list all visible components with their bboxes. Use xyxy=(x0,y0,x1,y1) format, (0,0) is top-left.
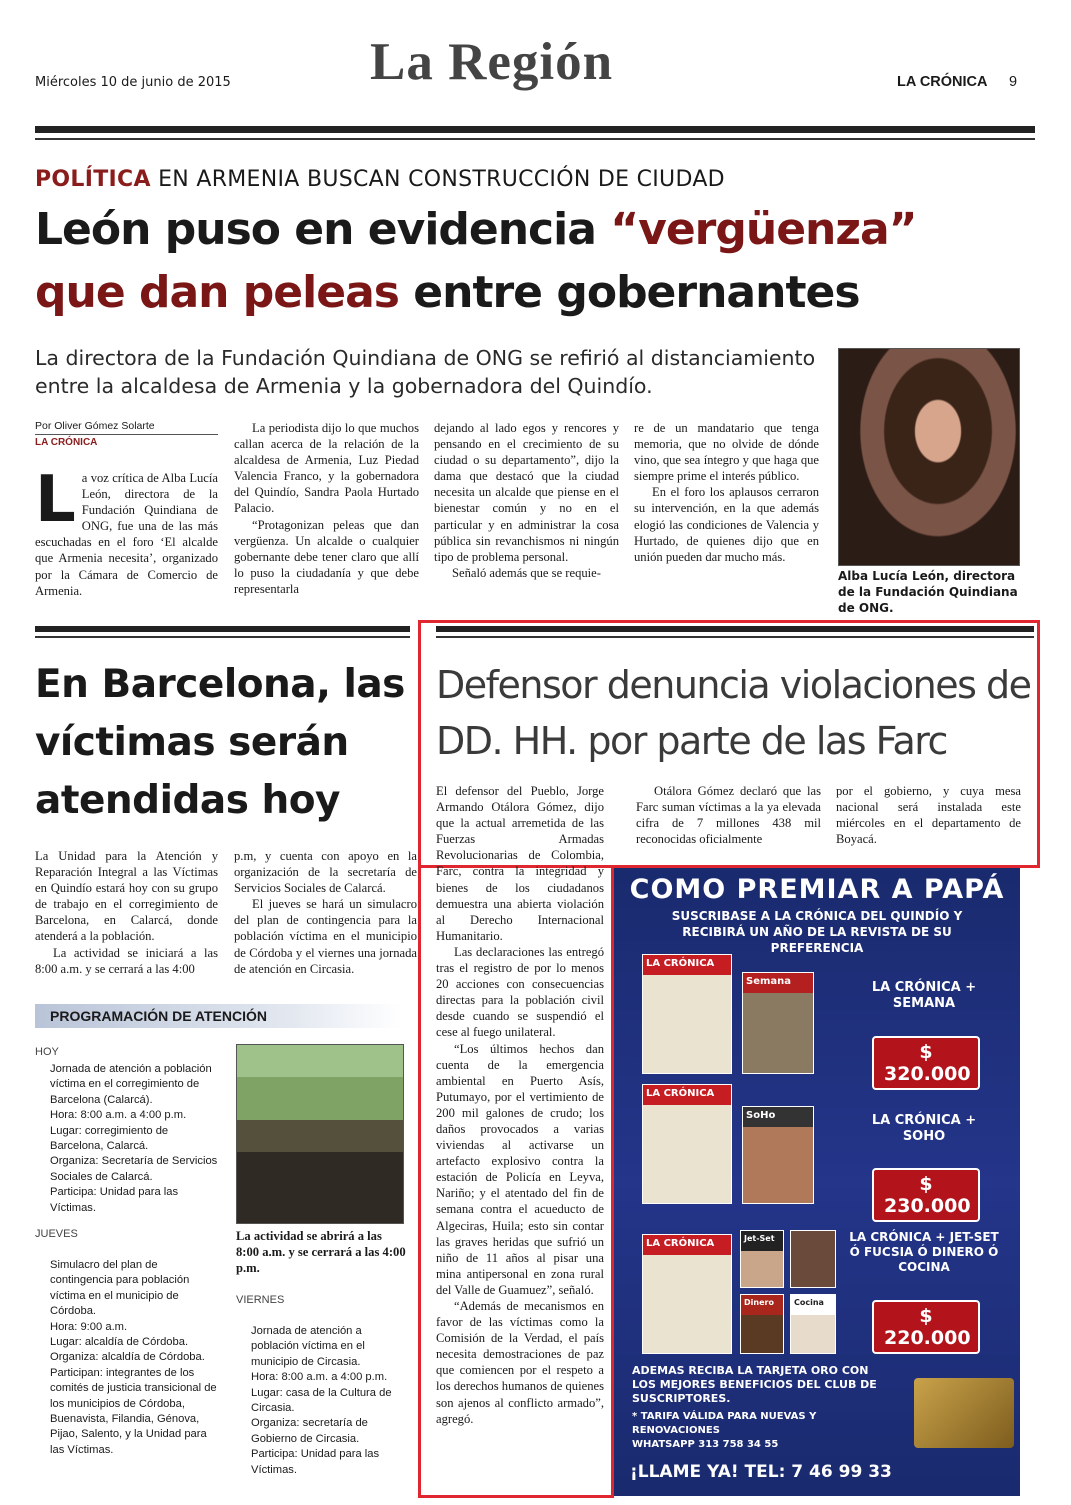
ad-phone[interactable]: ¡LLAME YA! TEL: 7 46 99 33 xyxy=(630,1462,892,1482)
schedule-time: Hora: 9:00 a.m. xyxy=(50,1320,128,1333)
combo-label-2: LA CRÓNICA + SOHO xyxy=(871,1113,977,1144)
headline-part: León puso en evidencia xyxy=(35,204,611,255)
price-2: $ 230.000 xyxy=(872,1168,980,1222)
schedule-organizer: Organiza: secretaría de Gobierno de Circasia. xyxy=(251,1417,368,1445)
combo-label-1: LA CRÓNICA + SEMANA xyxy=(871,980,977,1011)
schedule-desc: Simulacro del plan de contingencia para población víctima en el municipio de Córdoba. xyxy=(50,1259,190,1318)
kicker-text: EN ARMENIA BUSCAN CONSTRUCCIÓN DE CIUDAD xyxy=(158,167,725,192)
schedule-viernes xyxy=(251,1324,409,1478)
byline-rule xyxy=(35,434,218,435)
day-label-viernes: VIERNES xyxy=(236,1294,285,1306)
schedule-place: Lugar: corregimiento de Barcelona, Calarcá. xyxy=(50,1124,169,1153)
story2-col1 xyxy=(35,848,218,977)
section-title: La Región xyxy=(370,33,614,91)
schedule-jueves xyxy=(50,1258,220,1458)
kicker-topic: POLÍTICA xyxy=(35,167,151,192)
portrait-photo xyxy=(838,348,1020,566)
event-photo xyxy=(236,1044,404,1224)
schedule-hoy xyxy=(50,1062,220,1216)
story3-col2 xyxy=(636,783,821,847)
schedule-place: Lugar: casa de la Cultura de Circasia. xyxy=(251,1386,392,1415)
byline: Por Oliver Gómez Solarte xyxy=(35,420,155,432)
schedule-participant: Participa: Unidad para las Víctimas. xyxy=(50,1186,179,1214)
paragraph: La periodista dijo lo que muchos callan acerca de la relación de la alcaldesa de Armenia, Luz Piedad Valencia Franco, y la gobernadora del Quindío, Sandra Paola Hurtado Palacio. xyxy=(234,421,419,516)
day-label-jueves: JUEVES xyxy=(35,1228,78,1240)
schedule-participant: Participa: Unidad para las Víctimas. xyxy=(251,1448,380,1476)
story3-col3 xyxy=(836,783,1021,847)
paragraph: p.m, y cuenta con apoyo en la organización de la secretaría de Servicios Sociales de Calarcá. xyxy=(234,849,417,896)
magazine-cover-soho: SoHo xyxy=(742,1106,814,1204)
byline-source: LA CRÓNICA xyxy=(35,437,98,448)
paragraph: Las declaraciones las entregó tras el registro de por lo menos 20 acciones con consecuencias directas para la población civil desde cuando se suspendió el cese al fuego unilateral. xyxy=(436,944,604,1040)
photo-caption: Alba Lucía León, directora de la Fundación Quindiana de ONG. xyxy=(838,569,1018,615)
paragraph: La actividad se iniciará a las 8:00 a.m. y se cerrará a las 4:00 xyxy=(35,945,218,976)
paragraph: “Protagonizan peleas que dan vergüenza. Un alcalde o cualquier gobernante debe tener claro que allí lo puso la ciudadanía y que debe representarla xyxy=(234,517,419,596)
story1-col1 xyxy=(35,463,218,599)
paragraph: Señaló además que se requie- xyxy=(452,565,601,580)
story1-col3 xyxy=(434,420,619,581)
schedule-title: PROGRAMACIÓN DE ATENCIÓN xyxy=(50,1008,267,1024)
story1-col2 xyxy=(234,420,419,597)
schedule-desc: Jornada de atención a población víctima en el municipio de Circasia. xyxy=(251,1325,365,1368)
schedule-desc: Jornada de atención a población víctima en el corregimiento de Barcelona (Calarcá). xyxy=(50,1063,212,1106)
price-1: $ 320.000 xyxy=(872,1036,980,1090)
paragraph: El defensor del Pueblo, Jorge Armando Otálora Gómez, dijo que la actual arremetida de las Fuerzas Armadas Revolucionarias de Colombia, Farc, contra la integridad y bienes de los ciudadanos demuestra una abierta violación al Derecho Internacional Humanitario. xyxy=(436,784,604,943)
header-rule-thin xyxy=(35,138,1035,140)
main-headline xyxy=(35,198,917,324)
paragraph: re de un mandatario que tenga memoria, que no olvide de dónde vino, que sea íntegro y que haga que siempre prime el interés público. xyxy=(634,421,819,484)
newspaper-name: LA CRÓNICA xyxy=(897,74,988,90)
edition-date: Miércoles 10 de junio de 2015 xyxy=(35,75,231,90)
magazine-cover-cronica: LA CRÓNICA xyxy=(642,954,732,1074)
subscription-ad[interactable] xyxy=(614,868,1020,1496)
section-rule-right xyxy=(436,626,1034,632)
drop-cap: L xyxy=(35,463,76,537)
schedule-participant: Participan: integrantes de los comités de justicia transicional de los municipios de Córdoba, Buenavista, Filandia, Génova, Pijao, Salento, y la Unidad para las Víctimas. xyxy=(50,1366,217,1456)
magazine-cover-dinero: Dinero xyxy=(740,1294,784,1354)
magazine-cover-cronica: LA CRÓNICA xyxy=(642,1084,732,1204)
story1-col4 xyxy=(634,420,819,565)
price-3: $ 220.000 xyxy=(872,1300,980,1354)
schedule-place: Lugar: alcaldía de Córdoba. xyxy=(50,1336,189,1349)
page-number: 9 xyxy=(1009,74,1018,90)
paragraph: En el foro los aplausos cerraron su intervención, en la que además elogió las condiciones de Valencia y Hurtado, de quienes dijo que en unión pueden dar mucho más. xyxy=(634,485,819,564)
combo-label-3: LA CRÓNICA + JET-SET Ó FUCSIA Ó DINERO Ó COCINA xyxy=(849,1230,999,1274)
headline-part: entre gobernantes xyxy=(413,267,860,318)
headline-part-red: “vergüenza” xyxy=(610,204,917,255)
story2-headline: En Barcelona, las víctimas serán atendidas hoy xyxy=(35,662,405,823)
lede: La directora de la Fundación Quindiana de ONG se refirió al distanciamiento entre la alcaldesa de Armenia y la gobernadora del Quindío. xyxy=(35,346,816,398)
headline-part-red: que dan peleas xyxy=(35,267,414,318)
kicker xyxy=(35,167,725,192)
ad-footer-text: ADEMAS RECIBA LA TARJETA ORO CON LOS MEJORES BENEFICIOS DEL CLUB DE SUSCRIPTORES. * TARIFA VÁLIDA PARA NUEVAS Y RENOVACIONES WHATSAPP 313 758 34 55 xyxy=(632,1364,877,1450)
gold-card-image xyxy=(914,1378,1014,1448)
event-photo-caption: La actividad se abrirá a las 8:00 a.m. y se cerrará a las 4:00 p.m. xyxy=(236,1229,406,1275)
magazine-cover-fucsia xyxy=(790,1230,836,1288)
day-label-hoy: HOY xyxy=(35,1046,59,1058)
schedule-organizer: Organiza: Secretaría de Servicios Sociales de Calarcá. xyxy=(50,1155,218,1183)
section-rule-right-thin xyxy=(436,636,1034,638)
paragraph: La Unidad para la Atención y Reparación Integral a las Víctimas en Quindío estará hoy con su grupo de trabajo en el corregimiento de Barcelona, en Calarcá, donde atenderá a la población. xyxy=(35,849,218,944)
paragraph: El jueves se hará un simulacro del plan de contingencia para la población víctima en el municipio de Córdoba y el viernes una jornada de atención en Circasia. xyxy=(234,897,417,976)
schedule-organizer: Organiza: alcaldía de Córdoba. xyxy=(50,1351,205,1364)
schedule-time: Hora: 8:00 a.m. a 4:00 p.m. xyxy=(50,1109,187,1122)
paragraph: dejando al lado egos y rencores y pensando en el crecimiento de su ciudad o su departamento”, dijo la dama que destacó que la ciudad necesita un alcalde que piense en el bienestar común y no en el particular y en administrar la cosa pública sin revanchismos ni ningún tipo de problema personal. xyxy=(434,421,619,564)
paragraph: a voz crítica de Alba Lucía León, directora de la Fundación Quindiana de ONG, fue una de las más escuchadas en el foro ‘El alcalde que Armenia necesita’, organizado por la Cámara de Comercio de Armenia. xyxy=(35,471,218,598)
header-rule xyxy=(35,126,1035,133)
schedule-time: Hora: 8:00 a.m. a 4:00 p.m. xyxy=(251,1371,388,1384)
ad-subtitle: SUSCRIBASE A LA CRÓNICA DEL QUINDÍO Y RECIBIRÁ UN AÑO DE LA REVISTA DE SU PREFERENCIA xyxy=(671,909,963,955)
section-rule-left-thin xyxy=(35,636,410,638)
paragraph: Otálora Gómez declaró que las Farc suman víctimas a la ya elevada cifra de 7 millones 438 mil reconocidas oficialmente xyxy=(636,784,821,847)
magazine-cover-cronica: LA CRÓNICA xyxy=(642,1234,732,1354)
magazine-cover-semana: Semana xyxy=(742,972,814,1074)
story2-col2 xyxy=(234,848,417,977)
story3-col1 xyxy=(436,783,604,1427)
magazine-cover-jetset: Jet-Set xyxy=(740,1230,784,1288)
magazine-cover-cocina: Cocina xyxy=(790,1294,836,1354)
paragraph: “Además de mecanismos en favor de las víctimas como la Comisión de la Verdad, el país necesita demostraciones de paz que comiencen por el respeto a los derechos humanos de quienes son ajenos al conflicto armado”, agregó. xyxy=(436,1299,604,1426)
section-rule-left xyxy=(35,626,410,632)
paragraph: por el gobierno, y cuya mesa nacional será instalada este miércoles en el departamento de Boyacá. xyxy=(836,784,1021,847)
story3-headline: Defensor denuncia violaciones de DD. HH. por parte de las Farc xyxy=(436,663,1031,763)
ad-title: COMO PREMIAR A PAPÁ xyxy=(629,874,1005,905)
paragraph: “Los últimos hechos dan cuenta de la emergencia ambiental en Puerto Asís, Putumayo, por el vertimiento de 200 mil galones de crudo; los daños provocados a varias viviendas al activarse un artefacto explosivo contra la estación de Policía en Leyva, Nariño; y el atentado del fin de semana contra el acueducto de Algeciras, Huila; esto sin contar las graves heridas que sufrió un niño de 11 años al pisar una mina antipersonal en zona rural del Valle de Guamuez”, señaló. xyxy=(436,1041,604,1297)
